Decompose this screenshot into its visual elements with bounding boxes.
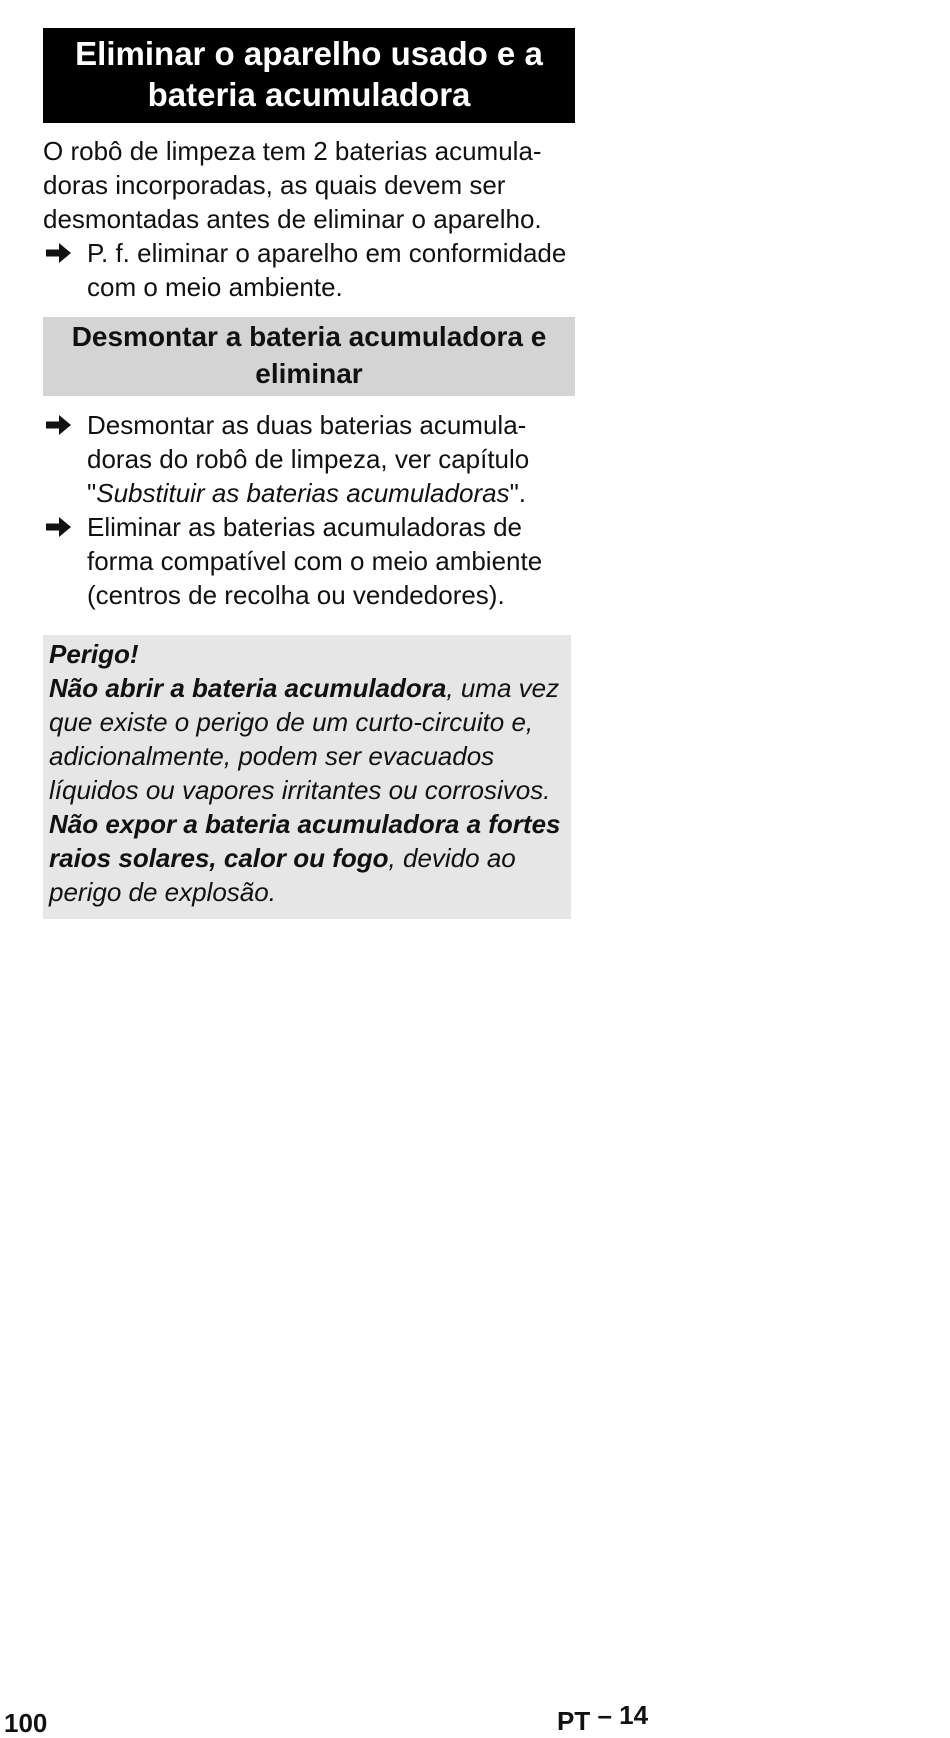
intro-bullet	[43, 236, 575, 304]
language-code: PT	[557, 1706, 591, 1736]
chapter-reference: Substituir as baterias acumuladoras	[96, 478, 510, 508]
step-2-text: Eliminar as baterias acumuladoras de forma compatível com o meio ambiente (centros de recolha ou vendedores).	[87, 512, 543, 610]
danger-warning-box	[43, 635, 571, 919]
warning-2-text: , devido ao perigo de explosão.	[49, 843, 516, 907]
intro-paragraph: O robô de limpeza tem 2 baterias acumuladoras incorporadas, as quais devem ser desmontadas antes de eliminar o aparelho.	[43, 136, 542, 234]
sub-heading: Desmontar a bateria acumuladora e eliminar	[43, 317, 575, 396]
main-heading: Eliminar o aparelho usado e a bateria acumuladora	[43, 28, 575, 123]
page-number-left: 100	[4, 1708, 48, 1738]
warning-2-emphasis: Não expor a bateria acumuladora a fortes raios solares, calor ou fogo	[49, 809, 561, 873]
page-number-value: 14	[619, 1700, 649, 1730]
warning-1-emphasis: Não abrir a bateria acumuladora	[49, 673, 447, 703]
warning-1-text: , uma vez que existe o perigo de um curto-circuito e, adicionalmente, podem ser evacuados líquidos ou vapores irritantes ou corrosivos.	[49, 673, 560, 805]
warning-paragraph-1	[49, 671, 565, 807]
step-1-text: Desmontar as duas baterias acumuladoras do robô de limpeza, ver capítulo "	[87, 410, 530, 508]
warning-paragraph-2	[49, 807, 565, 909]
arrow-right-icon	[45, 236, 75, 270]
page-number-right	[597, 1700, 648, 1730]
arrow-right-icon	[45, 408, 75, 442]
page-footer-right	[557, 1700, 649, 1738]
document-column	[43, 28, 575, 919]
step-2	[43, 510, 575, 612]
warning-title: Perigo!	[49, 639, 139, 669]
step-1-text-end: ".	[509, 478, 527, 508]
page-dash: –	[597, 1700, 612, 1730]
intro-bullet-text: P. f. eliminar o aparelho em conformidade com o meio ambiente.	[87, 238, 567, 302]
step-1	[43, 408, 575, 510]
arrow-right-icon	[45, 510, 75, 544]
